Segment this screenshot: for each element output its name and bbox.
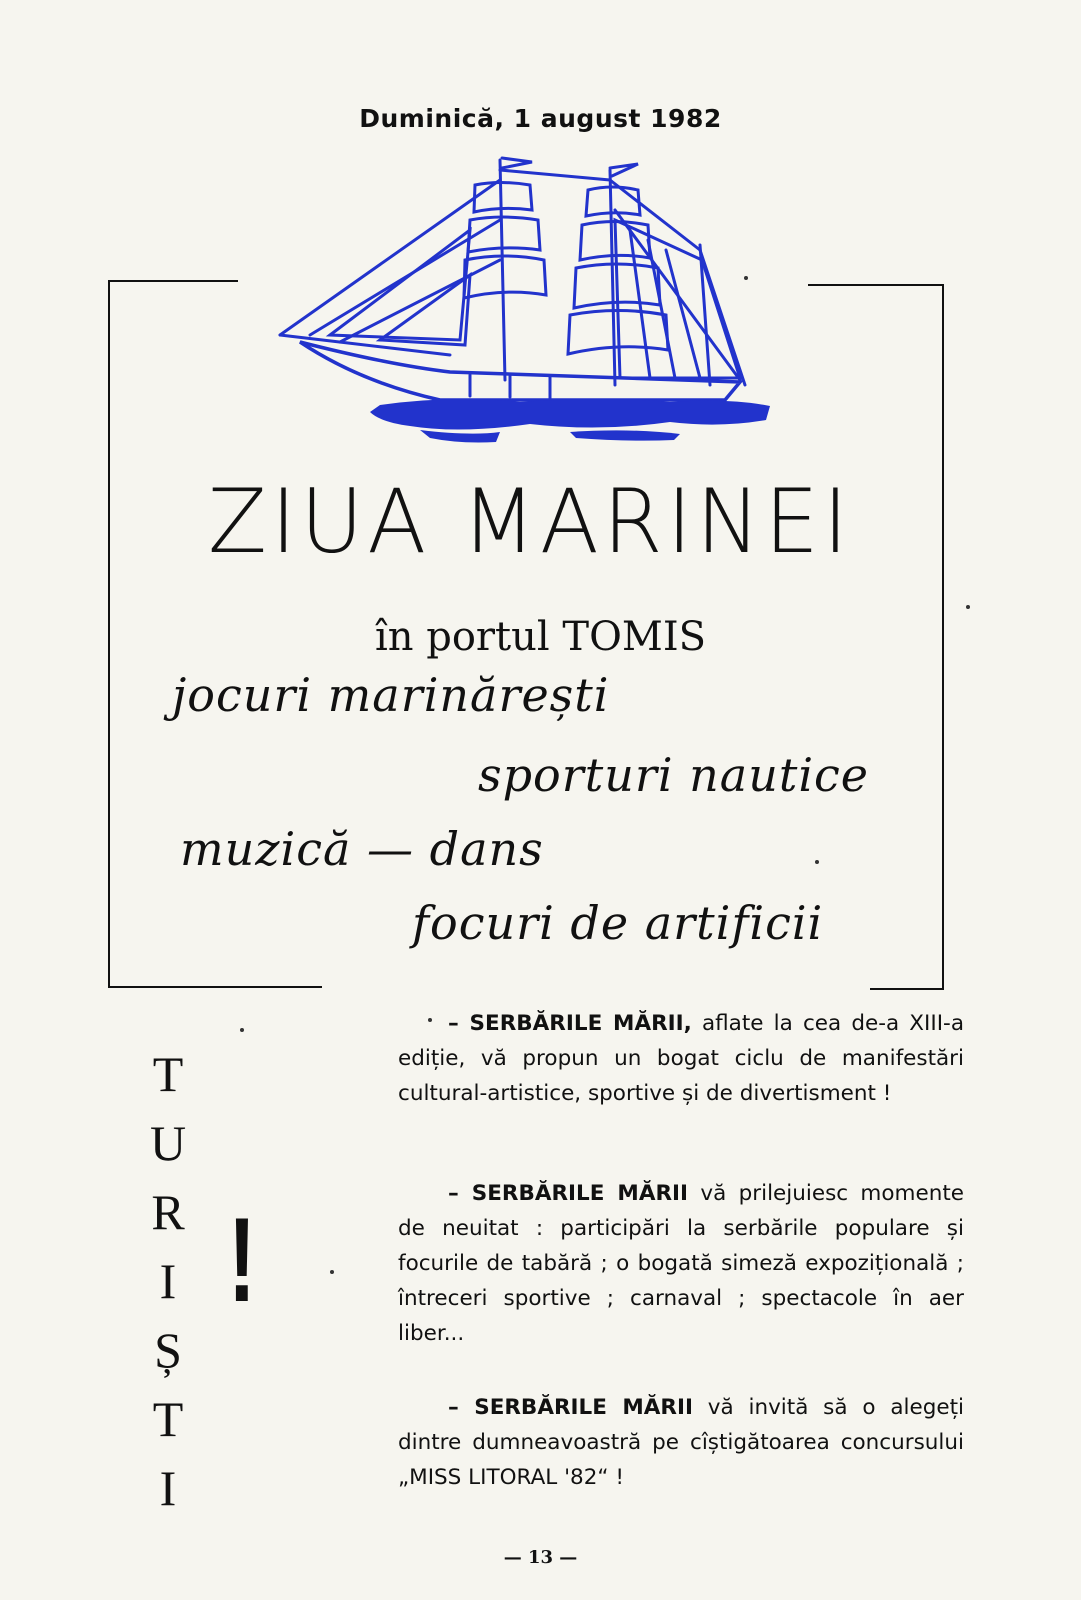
print-speck	[815, 860, 819, 864]
paragraph-1	[398, 1006, 964, 1111]
paragraph-text: vă prilejuiesc momente de neuitat : participări la serbările populare și focurile de tabără ; o bogată simeză expozițională ; întreceri sportive ; carnaval ; spectacole în aer liber...	[398, 1181, 964, 1346]
activity-4: focuri de artificii	[412, 896, 824, 950]
paragraph-lead: – SERBĂRILE MĂRII	[448, 1395, 693, 1420]
poster-subtitle: în portul TOMIS	[374, 614, 707, 660]
turisti-letter: I	[159, 1460, 177, 1516]
sailing-ship-icon	[270, 150, 790, 460]
frame-top-right	[808, 284, 944, 286]
poster-title: ZIUA MARINEI	[207, 470, 853, 573]
turisti-letter: I	[159, 1253, 177, 1309]
frame-bottom-right	[870, 988, 944, 990]
activity-3: muzică — dans	[180, 822, 544, 876]
turisti-letter: T	[152, 1391, 184, 1447]
print-speck	[428, 1018, 432, 1022]
turisti-letter: T	[152, 1046, 184, 1102]
turisti-vertical	[148, 1040, 188, 1523]
paragraph-text: vă invită să o alegeți dintre dumneavoastră pe cîștigătoarea concursului „MISS LITORAL '82“ !	[398, 1395, 964, 1490]
page-number: — 13 —	[503, 1547, 578, 1568]
frame-bottom-left	[108, 986, 322, 988]
turisti-letter: Ș	[154, 1322, 182, 1378]
turisti-letter: R	[151, 1184, 185, 1240]
paragraph-text: aflate la cea de-a XIII-a ediție, vă propun un bogat ciclu de manifestări cultural-artistice, sportive și de divertisment !	[398, 1011, 964, 1106]
paragraph-2	[398, 1176, 964, 1351]
issue-date: Duminică, 1 august 1982	[359, 104, 722, 133]
paragraph-lead: – SERBĂRILE MĂRII,	[448, 1011, 692, 1036]
paragraph-lead: – SERBĂRILE MĂRII	[448, 1181, 689, 1206]
activity-1: jocuri marinărești	[172, 668, 610, 722]
print-speck	[966, 605, 970, 609]
frame-top-left	[108, 280, 238, 282]
print-speck	[744, 276, 748, 280]
exclamation-mark: !	[227, 1193, 256, 1327]
turisti-letter: U	[149, 1115, 187, 1171]
paragraph-3	[398, 1390, 964, 1495]
print-speck	[330, 1270, 334, 1274]
print-speck	[240, 1028, 244, 1032]
activity-2: sporturi nautice	[478, 748, 870, 802]
